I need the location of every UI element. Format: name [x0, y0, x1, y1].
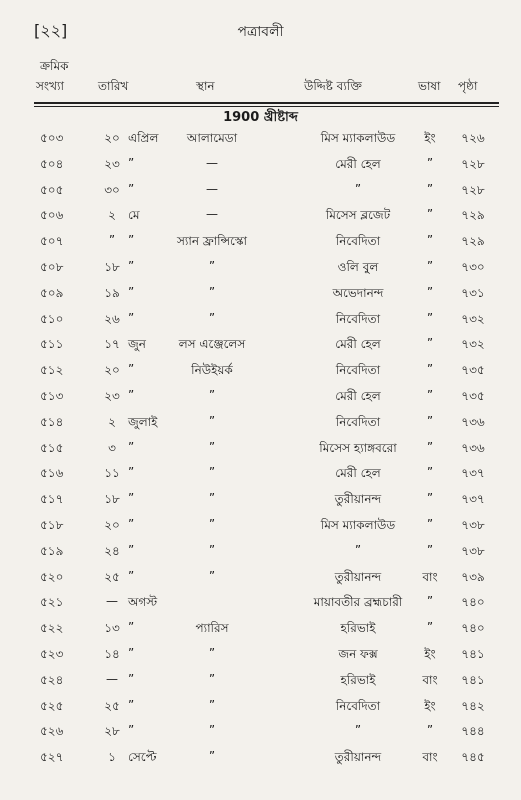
- header-rule: [34, 102, 499, 104]
- cell-page: ৭৪১: [461, 646, 485, 661]
- cell-month: ”: [128, 258, 135, 273]
- cell-month: জুন: [128, 337, 146, 352]
- table-row: [0, 515, 521, 541]
- cell-serial: ৫২৭: [40, 750, 64, 765]
- cell-month: ”: [128, 310, 135, 325]
- cell-serial: ৫২৪: [40, 672, 64, 687]
- cell-serial: ৫১৯: [40, 543, 64, 558]
- cell-day: ২৮: [104, 724, 120, 739]
- cell-month: ”: [128, 723, 135, 738]
- cell-page: ৭৪০: [461, 595, 485, 610]
- table-row: [0, 309, 521, 335]
- cell-month: ”: [128, 155, 135, 170]
- cell-month: ”: [128, 362, 135, 377]
- cell-language: ”: [426, 594, 434, 609]
- cell-addressee: মেরী হেল: [335, 156, 381, 171]
- cell-addressee: নিবেদিতা: [335, 698, 381, 713]
- cell-addressee: নিবেদিতা: [335, 363, 381, 378]
- cell-day: —: [106, 671, 118, 686]
- cell-language: ”: [426, 439, 434, 454]
- cell-serial: ৫১৫: [40, 440, 64, 455]
- cell-month: ”: [128, 233, 135, 248]
- cell-page: ৭৩৫: [461, 388, 485, 403]
- table-row: [0, 644, 521, 670]
- cell-page: ৭৩৬: [461, 414, 485, 429]
- cell-place: ”: [208, 723, 216, 738]
- cell-addressee: ওলি বুল: [337, 259, 379, 274]
- cell-place: ”: [208, 387, 216, 402]
- table-row: [0, 463, 521, 489]
- cell-page: ৭২৮: [461, 182, 485, 197]
- cell-day: ১: [108, 750, 116, 765]
- cell-month: ”: [128, 439, 135, 454]
- cell-language: ইং: [424, 646, 436, 661]
- cell-serial: ৫১১: [40, 337, 64, 352]
- cell-day: ১৯: [104, 285, 120, 300]
- cell-month: অগস্ট: [128, 595, 158, 610]
- col-page: পৃষ্ঠা: [458, 79, 478, 93]
- cell-addressee: জন ফক্স: [338, 646, 378, 661]
- table-row: [0, 747, 521, 773]
- cell-language: ”: [426, 413, 434, 428]
- cell-place: ”: [208, 568, 216, 583]
- cell-place: ”: [208, 439, 216, 454]
- header-rule-thin: [34, 106, 499, 107]
- cell-serial: ৫২৫: [40, 698, 64, 713]
- cell-page: ৭৪৪: [461, 724, 485, 739]
- cell-language: ”: [426, 723, 434, 738]
- table-row: [0, 618, 521, 644]
- cell-place: —: [206, 207, 218, 222]
- cell-place: ”: [208, 542, 216, 557]
- cell-addressee: মায়াবতীর ব্রহ্মচারী: [313, 595, 403, 610]
- cell-page: ৭৩৫: [461, 363, 485, 378]
- cell-language: ”: [426, 284, 434, 299]
- cell-place: স্যান ফ্রান্সিস্কো: [177, 234, 247, 249]
- cell-page: ৭৩৮: [461, 517, 485, 532]
- cell-addressee: মেরী হেল: [335, 466, 381, 481]
- cell-place: ”: [208, 697, 216, 712]
- cell-day: ২৩: [104, 156, 120, 171]
- cell-day: ১৩: [104, 621, 120, 636]
- cell-day: ১৮: [104, 492, 120, 507]
- cell-day: ২৪: [104, 543, 120, 558]
- cell-serial: ৫০৩: [40, 131, 64, 145]
- cell-serial: ৫০৭: [40, 234, 64, 249]
- cell-day: ২০: [104, 131, 120, 145]
- cell-day: ১৪: [104, 646, 120, 661]
- cell-language: ”: [426, 233, 434, 248]
- cell-month: ”: [128, 284, 135, 299]
- cell-serial: ৫০৮: [40, 259, 64, 274]
- cell-language: ”: [426, 181, 434, 196]
- cell-place: আলামেডা: [186, 131, 238, 145]
- cell-serial: ৫০৬: [40, 208, 64, 223]
- col-serial-line1: ক্রমিক: [40, 59, 69, 73]
- table-row: [0, 489, 521, 515]
- cell-page: ৭২৯: [461, 234, 485, 249]
- cell-day: ২৬: [104, 311, 120, 326]
- cell-language: ”: [426, 310, 434, 325]
- cell-place: ”: [208, 516, 216, 531]
- cell-language: ”: [426, 542, 434, 557]
- cell-day: ২০: [104, 517, 120, 532]
- cell-page: ৭৪০: [461, 621, 485, 636]
- cell-page: ৭৩২: [461, 337, 485, 352]
- cell-month: সেপ্টে: [128, 750, 157, 765]
- cell-language: ”: [426, 516, 434, 531]
- cell-page: ৭৩৯: [461, 569, 485, 584]
- cell-serial: ৫২০: [40, 569, 64, 584]
- table-row: [0, 283, 521, 309]
- cell-place: নিউইয়র্ক: [191, 363, 233, 378]
- cell-serial: ৫১৪: [40, 414, 64, 429]
- cell-addressee: মেরী হেল: [335, 388, 381, 403]
- table-row: [0, 696, 521, 722]
- col-language: ভাষা: [418, 79, 441, 93]
- cell-month: ”: [128, 645, 135, 660]
- cell-place: ”: [208, 749, 216, 764]
- cell-addressee: নিবেদিতা: [335, 234, 381, 249]
- cell-language: ”: [426, 620, 434, 635]
- cell-month: মে: [128, 208, 140, 223]
- cell-addressee: মিসেস ব্লজেট: [325, 208, 391, 223]
- cell-addressee: হরিভাই: [340, 672, 376, 687]
- cell-day: ২৫: [104, 569, 120, 584]
- cell-place: ”: [208, 465, 216, 480]
- cell-serial: ৫১০: [40, 311, 64, 326]
- cell-serial: ৫০৫: [40, 182, 64, 197]
- cell-page: ৭৩২: [461, 311, 485, 326]
- table-row: [0, 541, 521, 567]
- cell-page: ৭৩১: [461, 285, 485, 300]
- cell-day: ২০: [104, 363, 120, 378]
- cell-serial: ৫২৩: [40, 646, 64, 661]
- running-title: পত্রাবলী: [237, 24, 284, 40]
- cell-month: ”: [128, 387, 135, 402]
- cell-serial: ৫০৪: [40, 156, 64, 171]
- cell-addressee: তুরীয়ানন্দ: [334, 750, 382, 765]
- cell-place: —: [206, 155, 218, 170]
- cell-addressee: অভেদানন্দ: [332, 285, 384, 300]
- cell-page: ৭৩৮: [461, 543, 485, 558]
- cell-serial: ৫১৬: [40, 466, 64, 481]
- cell-page: ৭৪২: [461, 698, 485, 713]
- cell-page: ৭২৬: [461, 131, 485, 145]
- table-row: [0, 721, 521, 747]
- cell-day: ১৮: [104, 259, 120, 274]
- cell-day: ২৫: [104, 698, 120, 713]
- cell-addressee: মেরী হেল: [335, 337, 381, 352]
- table-row: [0, 205, 521, 231]
- cell-month: জুলাই: [128, 414, 158, 429]
- cell-serial: ৫১২: [40, 363, 64, 378]
- cell-place: ”: [208, 671, 216, 686]
- cell-language: ”: [426, 155, 434, 170]
- col-date: তারিখ: [98, 79, 129, 93]
- table-row: [0, 567, 521, 593]
- cell-serial: ৫১৮: [40, 517, 64, 532]
- cell-addressee: হরিভাই: [340, 621, 376, 636]
- page-header: [0, 18, 521, 46]
- cell-month: ”: [128, 620, 135, 635]
- cell-serial: ৫১৭: [40, 492, 64, 507]
- cell-day: ৩: [108, 440, 116, 455]
- cell-language: বাং: [422, 750, 438, 765]
- table-row: [0, 438, 521, 464]
- cell-serial: ৫১৩: [40, 388, 64, 403]
- cell-serial: ৫২১: [40, 595, 64, 610]
- cell-page: ৭৩৭: [461, 492, 485, 507]
- table-row: [0, 360, 521, 386]
- cell-place: ”: [208, 258, 216, 273]
- cell-addressee: মিস ম্যাকলাউড: [320, 131, 396, 145]
- cell-addressee: তুরীয়ানন্দ: [334, 492, 382, 507]
- cell-place: ”: [208, 645, 216, 660]
- cell-serial: ৫২৬: [40, 724, 64, 739]
- column-headers: [0, 58, 521, 100]
- cell-addressee: তুরীয়ানন্দ: [334, 569, 382, 584]
- cell-day: —: [106, 594, 118, 609]
- table-row: [0, 154, 521, 180]
- table-row: [0, 670, 521, 696]
- table-row: [0, 386, 521, 412]
- cell-serial: ৫২২: [40, 621, 64, 636]
- cell-place: ”: [208, 413, 216, 428]
- col-serial-line2: সংখ্যা: [36, 79, 64, 93]
- cell-language: ”: [426, 258, 434, 273]
- table-row: [0, 592, 521, 618]
- cell-addressee: ”: [354, 723, 362, 738]
- cell-language: ”: [426, 207, 434, 222]
- page-number: [২২]: [34, 21, 68, 40]
- cell-language: ”: [426, 362, 434, 377]
- cell-day: ২৩: [104, 388, 120, 403]
- cell-addressee: মিসেস হ্যাঙ্গবরো: [319, 440, 397, 455]
- year-heading: 1900 খ্রীষ্টাব্দ: [223, 110, 298, 125]
- cell-addressee: ”: [354, 181, 362, 196]
- table-row: [0, 180, 521, 206]
- cell-page: ৭২৮: [461, 156, 485, 171]
- cell-place: ”: [208, 284, 216, 299]
- cell-page: ৭৩০: [461, 259, 485, 274]
- cell-addressee: নিবেদিতা: [335, 414, 381, 429]
- cell-place: ”: [208, 310, 216, 325]
- cell-language: ”: [426, 465, 434, 480]
- letters-table: [0, 128, 521, 773]
- cell-language: বাং: [422, 569, 438, 584]
- cell-language: বাং: [422, 672, 438, 687]
- cell-month: ”: [128, 542, 135, 557]
- cell-day: ১৭: [104, 337, 120, 352]
- table-row: [0, 231, 521, 257]
- cell-place: প্যারিস: [195, 621, 229, 636]
- cell-page: ৭২৯: [461, 208, 485, 223]
- cell-place: লস এঞ্জেলেস: [178, 337, 246, 352]
- cell-day: ২: [108, 208, 116, 223]
- cell-month: ”: [128, 568, 135, 583]
- cell-language: ”: [426, 387, 434, 402]
- cell-day: ”: [108, 233, 116, 248]
- cell-day: ২: [108, 414, 116, 429]
- cell-month: ”: [128, 671, 135, 686]
- table-row: [0, 257, 521, 283]
- cell-month: ”: [128, 516, 135, 531]
- cell-language: ”: [426, 336, 434, 351]
- cell-serial: ৫০৯: [40, 285, 64, 300]
- cell-language: ইং: [424, 131, 436, 145]
- cell-place: ”: [208, 491, 216, 506]
- cell-addressee: মিস ম্যাকলাউড: [320, 517, 396, 532]
- cell-page: ৭৪৫: [461, 750, 485, 765]
- cell-language: ”: [426, 491, 434, 506]
- cell-page: ৭৩৭: [461, 466, 485, 481]
- cell-page: ৭৪১: [461, 672, 485, 687]
- col-place: স্থান: [196, 79, 215, 93]
- cell-addressee: ”: [354, 542, 362, 557]
- table-row: [0, 334, 521, 360]
- cell-place: —: [206, 181, 218, 196]
- cell-addressee: নিবেদিতা: [335, 311, 381, 326]
- cell-month: ”: [128, 491, 135, 506]
- cell-month: ”: [128, 697, 135, 712]
- col-addressee: উদ্দিষ্ট ব্যক্তি: [304, 79, 362, 93]
- table-row: [0, 412, 521, 438]
- cell-month: ”: [128, 181, 135, 196]
- cell-month: এপ্রিল: [128, 131, 159, 145]
- cell-day: ১১: [104, 466, 120, 481]
- cell-day: ৩০: [104, 182, 120, 197]
- cell-page: ৭৩৬: [461, 440, 485, 455]
- cell-language: ইং: [424, 698, 436, 713]
- cell-month: ”: [128, 465, 135, 480]
- table-row: [0, 128, 521, 154]
